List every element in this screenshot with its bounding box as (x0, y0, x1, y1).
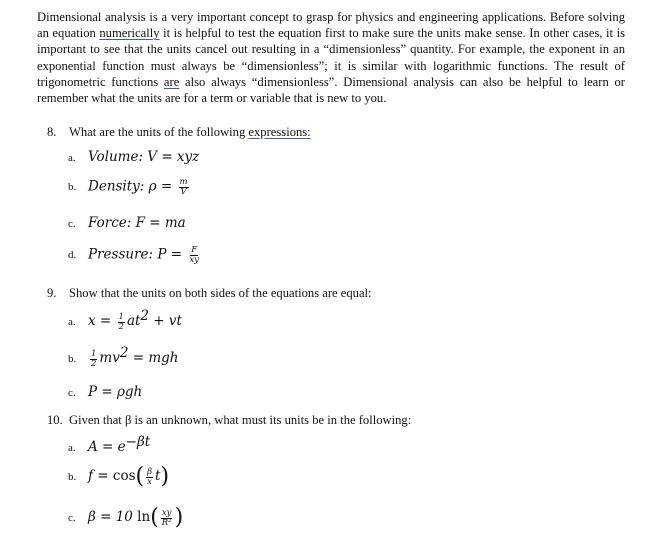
numerator: 1 (118, 311, 124, 322)
exponent: 2 (119, 345, 129, 361)
fraction (179, 178, 189, 197)
numerator: m (179, 177, 188, 187)
item-label: Density: (88, 178, 149, 195)
numerator: F (191, 245, 198, 255)
q9-item-a (68, 308, 182, 332)
denominator: x (147, 476, 152, 487)
numerator: xy (161, 507, 172, 518)
q8-item-c (68, 215, 186, 231)
equation: ρ = (148, 178, 177, 195)
item-letter: c. (68, 511, 76, 524)
q10-item-a (68, 434, 150, 455)
intro-text: it is helpful to test the equation first to make sure the units make sense. In other cases, it is important to see that the units cancel out resulting in a “dimensionless” quantity. For example, the exponent in an exponential function must always be “dimensionless”; it is similar with logarithmic functions. The result of trigonometric functions (37, 26, 625, 89)
spellcheck-word: numerically (99, 26, 160, 41)
item-letter: b. (68, 470, 77, 483)
denominator: xy (189, 255, 199, 265)
equation: t (155, 467, 161, 484)
intro-text: Dimensional analysis is a very important concept to grasp for physics and engineering applications. Before solving an equation (37, 10, 625, 41)
equation: A = e (88, 439, 126, 456)
item-letter: c. (68, 218, 76, 230)
equation: at (126, 313, 141, 330)
fraction (90, 350, 97, 369)
intro-text: also always “dimensionless”. Dimensional analysis can also be helpful to learn or remember what the units are for a term or variable that is new to you. (37, 74, 625, 106)
denominator: R² (161, 517, 172, 528)
question-text: What are the units of the following (69, 125, 249, 139)
q9-item-c (68, 384, 142, 400)
item-letter: b. (68, 353, 77, 366)
function-name: cos (112, 467, 136, 484)
q8-item-d (68, 246, 202, 265)
function-name: ln (137, 508, 151, 525)
item-letter: a. (68, 316, 76, 329)
q9-item-b (68, 345, 179, 369)
spellcheck-word: are (163, 74, 180, 89)
numerator: 1 (91, 348, 97, 359)
equation: + vt (149, 313, 182, 330)
denominator: 2 (91, 358, 97, 369)
equation: P = ρgh (88, 384, 143, 400)
item-letter: c. (68, 387, 76, 399)
item-label: Pressure: (88, 246, 158, 263)
q10-item-c: c. β = 10 ln( $\frac{xy}{\text{R²}}$ ) (68, 505, 184, 530)
question-10 (47, 413, 411, 428)
equation: x = (88, 313, 116, 330)
question-9 (47, 286, 372, 301)
equation: mv (99, 350, 120, 367)
question-number: 9. (47, 286, 57, 300)
numerator: β (147, 466, 153, 477)
fraction (188, 246, 200, 265)
question-number: 8. (47, 125, 57, 139)
equation: = mgh (128, 350, 179, 367)
item-label: Volume: (88, 149, 148, 165)
q8-item-a (68, 149, 199, 165)
equation: P = (157, 246, 187, 263)
fraction (146, 468, 153, 487)
question-text: Given that β is an unknown, what must its units be in the following: (69, 413, 412, 427)
item-letter: d. (68, 249, 77, 262)
item-letter: b. (68, 181, 77, 194)
intro-paragraph (37, 9, 625, 106)
item-label: Force: (88, 215, 136, 231)
question-text: Show that the units on both sides of the equations are equal: (69, 286, 372, 300)
q10-item-b: b. f = cos( $\frac{\beta}{x}$ t) (68, 464, 170, 489)
fraction (161, 509, 173, 528)
item-letter: a. (68, 152, 76, 164)
exponent: −βt (125, 434, 151, 450)
equation: V = xyz (147, 149, 200, 165)
equation: f = (88, 467, 113, 484)
spellcheck-word: expressions: (248, 125, 311, 139)
denominator: 2 (118, 321, 124, 332)
fraction (118, 313, 125, 332)
equation: β = 10 (88, 508, 138, 525)
question-number: 10. (47, 413, 63, 427)
q8-item-b (68, 178, 191, 197)
equation: F = ma (135, 215, 186, 231)
exponent: 2 (140, 308, 150, 324)
question-8 (47, 125, 311, 140)
item-letter: a. (68, 442, 76, 455)
denominator: V (180, 187, 187, 197)
